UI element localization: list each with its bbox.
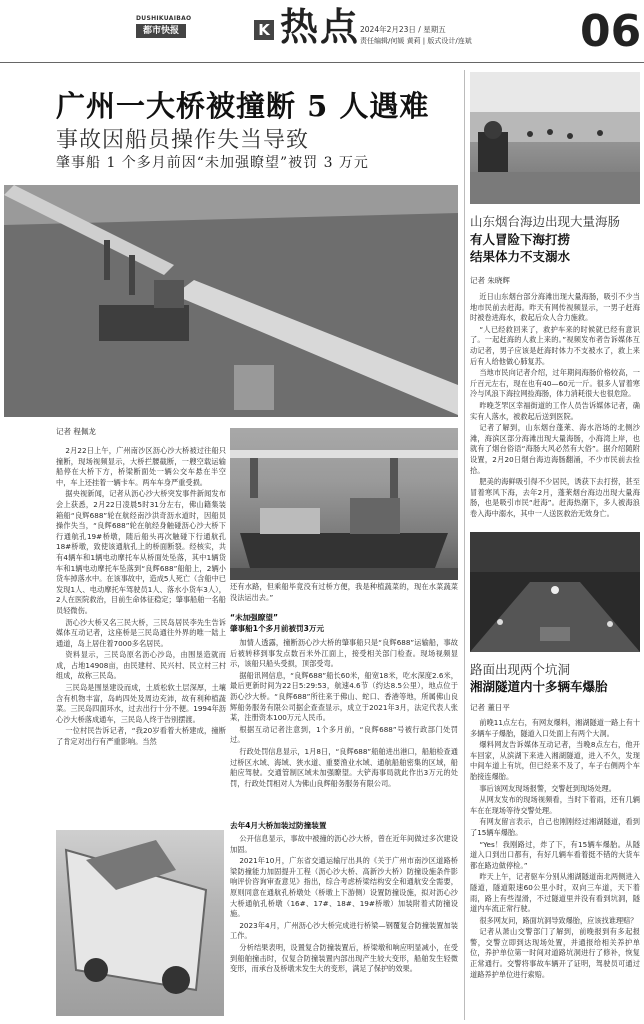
section-heading-punished: “未加强瞭望” 肇事船1个多月前被罚3万元: [230, 613, 325, 633]
main-col1-p6: 一位村民告诉记者，“我20岁看着大桥建成，撞断了肯定对出行有严重影响。当然: [56, 726, 226, 747]
story-b-headline2: 有人冒险下海打捞: [470, 232, 571, 247]
paper-name-en: DUSHIKUAIBAO: [136, 15, 192, 22]
masthead: [0, 0, 644, 64]
story-c-p3: 事后该网友现场报警，交警赶到现场处理。: [479, 783, 616, 793]
main-deck: 肇事船 1 个多月前因“未加强瞭望”被罚 3 万元: [56, 155, 369, 171]
story-b-byline: 记者 朱晓辉: [470, 276, 510, 285]
story-b-p2: “人已经救回来了，救护车来的时候就已经有意识了。一起赶海的人救上来的。”视频发布者告诉媒体互动记者，男子应该是赶海时体力不支被水了，救上来后有人给他做心肺复苏。: [470, 324, 640, 366]
main-col2-p4: 行政处罚信息显示，1月8日，“良辉688”船舶进出港口，船舶检查通过桥区水域、海域、狭水道、重要渔业水域、通航船舶密集的区域，船舶应驾驶。交通管制区域未加强瞭望。大铲海事局就此作出3万元的处罚，行政处罚相对人为佛山良辉船务服务有限公司。: [230, 746, 458, 788]
story-b-p1: 近日山东烟台部分海滩出现大量海肠，吸引不少当地市民前去赶海。昨天有网传视频显示，一男子赶海时被卷进海水，救起后众人合力施救。: [470, 292, 640, 323]
main-body-col2-top: 还有水路，但乘船毕竟没有过桥方便，我是种植蔬菜的，现在水菜蔬菜没法运出去。”: [230, 582, 458, 602]
main-subhead: 事故因船员操作失当导致: [56, 128, 310, 153]
paper-logo-icon: [254, 20, 274, 40]
masthead-rule: [0, 62, 644, 63]
story-b-p5: 记者了解到，山东烟台蓬莱、海水浴场的北侧沙滩，海滨区部分海滩出现大量海肠，小海湾上岸，也就有了烟台俗语“海肠大风必然有大俗”。据介绍随附设置，2月20日烟台海边海肠翻涌，不少市民前去捡拾。: [470, 423, 640, 475]
story-c-p5: 有网友留言表示，自己也刚刚经过湘湖隧道，看到了15辆车爆胎。: [470, 817, 640, 837]
tunnel-illustration: [470, 532, 640, 652]
paper-name-cn: 都市快报: [136, 24, 186, 38]
main-col1-p2: 据央视新闻，记者从沥心沙大桥突发事件新闻发布会上获悉，2月22日凌晨5时31分左右，佛山籍集装箱船“良辉688”轮在航经南沙洪奇沥水道时，因船员操作失当，“良辉688”轮在航经身触碰沥心沙大桥下行通航孔19#桥墩，随后船头再次触碰下行通航孔18#桥墩，致使该通航孔上的桥面断裂。经核实，共有4辆车和1辆电动摩托车从桥面处坠落，其中1辆货车和1辆电动摩托车坠落到“良辉688”船船上，2辆小货车掉落水中。在该事故中，造成5人死亡（含船中已发现1人、电动摩托车驾驶员1人、落水小货车3人），2人在医院救治，目前生命体征稳定；肇事船舶一名船员轻微伤。: [56, 489, 226, 615]
section-heading-redesign: 去年4月大桥加装过防撞装置: [230, 821, 327, 830]
photo-crashed-vehicles: [56, 830, 224, 1016]
photo-ship-under-bridge: [230, 428, 458, 580]
beach-crowd-illustration: [470, 72, 640, 204]
main-col2-p3: 根据互动记者注意到，1个多月前，“良辉688”号被行政部门处罚过。: [230, 724, 458, 745]
story-c-headline1: 路面出现两个坑洞: [470, 662, 571, 677]
story-c-p2: 爆料网友告诉媒体互动记者，当晚8点左右，他开车回家，从滨湖下来进入湘湖隧道，进入不久，发现中间车道上有坑，但已经来不及了，车子右侧两个车胎接连爆胎。: [470, 740, 640, 781]
staff-line: 责任编辑/何媛 黄莉 | 版式设计/连斌: [360, 37, 472, 45]
date-line: 2024年2月23日 / 星期五: [360, 25, 446, 34]
story-b-headline3: 结果体力不支溺水: [470, 249, 571, 264]
story-b-p4: 昨晚芝罘区幸福街道的工作人员告诉媒体记者，确实有人落水，被救起后送到医院。: [470, 400, 640, 421]
main-col1-p3: 沥心沙大桥又名三民大桥，三民岛居民李先生告诉媒体互动记者，这座桥是三民岛通往外界的唯一陆上通道，岛上居住着7000多名居民。: [56, 617, 226, 648]
crashed-vehicles-illustration: [56, 830, 224, 1016]
story-c-p8: 很多网友问，路面坑洞导致爆胎，应该找谁理赔？: [479, 915, 638, 925]
photo-tunnel: [470, 532, 640, 652]
story-c-headline2: 湘湖隧道内十多辆车爆胎: [470, 679, 608, 694]
main-body-col1: [56, 446, 226, 826]
section-title: 热点: [280, 4, 361, 49]
main-body-col2: [230, 638, 458, 790]
main-col2b-p3: 2023年4月，广州沥心沙大桥完成进行桥梁—钢覆复合防撞装置加装工作。: [230, 920, 458, 941]
paper-logo-letter: K: [258, 21, 270, 39]
story-b-headline1: 山东烟台海边出现大量海肠: [470, 214, 621, 229]
story-c-p7: 昨天上午，记者驱车分别从湘湖隧道南北两侧进入隧道，隧道限速60公里小时，双向三车道，天下着雨，路上有些湿滑，不过隧道里并没有看到坑洞，隧道内车流正常行驶。: [470, 872, 640, 914]
story-c-body: [470, 718, 640, 1020]
main-body-col2-b: [230, 834, 458, 1020]
story-b-p6: 肥美的海鲜吸引得不少居民，诱获下去打捞，甚至冒着寒风下海，去年2月，蓬莱烟台海边出现大量海肠，也是吸引市民“赶海”。赶海热潮下，多人被海浪卷入海中溺水，其中一人送医救治无效身亡。: [470, 477, 640, 518]
main-col2-p1: 加情人透露，撞断沥心沙大桥的肇事船只是“良辉688”运输船，事故后被转移到事发点数百米外江面上，接受相关部门检查。现场视频显示，该船只船头受损，顶部受弯。: [230, 638, 458, 669]
main-byline: 记者 程佩龙: [56, 427, 96, 436]
main-col1-p4: 资料显示，三民岛原名沥心沙岛，由围垦造就而成，占地14908亩，由民建村、民兴村、民立村三村组成，故称三民岛。: [56, 650, 226, 681]
story-c-p4: 从网友发布的现场视频看，当时下着雨，还有几辆车在在现场等待交警处理。: [470, 795, 640, 815]
story-b-p3: 当地市民向记者介绍，过年期间海肠价格较高，一斤百元左右，现在也有40—60元一斤。很多人冒着寒冷与风浪下海拉网捡海肠，体力消耗很大也很危险。: [470, 368, 640, 399]
ship-illustration: [230, 428, 458, 580]
photo-yantai-beach: [470, 72, 640, 204]
story-c-byline: 记者 董日平: [470, 703, 510, 712]
story-c-p6: “Yes！我刚路过，炸了下，有15辆车爆胎。从隧道入口到出口都有，有好几辆车看着挺不错的大货车都在路边做停检。”: [470, 839, 640, 870]
photo-bridge-aerial: [4, 185, 458, 417]
main-col2b-p4: 分析结果表明，设置复合防撞装置后，桥梁墩和响应明显减小，在受到船舶撞击时，仅复合防撞装置内部出现产生较大变形，船舶发生轻微变形，而承台及桥墩未发生大的变形，满足了保护的效果。: [230, 942, 458, 974]
main-headline: 广州一大桥被撞断 5 人遇难: [56, 89, 430, 123]
main-col2b-p1: 公开信息显示，事故中被撞的沥心沙大桥，曾在近年间做过多次建设加固。: [230, 834, 458, 854]
bridge-aerial-illustration: [4, 185, 458, 417]
story-c-p1: 前晚11点左右，有网友爆料，湘湖隧道一路上有十多辆车子爆胎，隧道入口处面上有两个大洞。: [470, 718, 640, 738]
main-col1-p5: 三民岛是围垦建设而成，土质松软土层深厚，土壤含有机物丰富，岛屿四处及周边充沛，故有利种植蔬菜。三民岛四面环水，过去出行十分不便。1994年沥心沙大桥落成通车，三民岛人终于告别摆渡。: [56, 683, 226, 724]
story-b-body: [470, 292, 640, 528]
main-col2-p2: 据船讯网信息，“良辉688”船长60米，船宽18米，吃水深度2.6米，最后更新时间为22日5:29:53，航速4.6节（约达8.5公里），地点位于沥心沙大桥。“良辉688”所往来于佛山、蛇口、香港等地，所属佛山良辉船务服务有限公司据企查查显示，成立于2021年3月，法定代表人张某，注册资本100万元人民币。: [230, 670, 458, 723]
story-c-p9: 记者从萧山交警部门了解到，前晚报到有多起报警，交警立即到达现场处置，并通报给相关养护单位，养护单位第一时间对道路坑洞进行了修补，恢复正常通行。交警将事故车辆开了证明，驾驶员可通过道路养护单位进行索赔。: [470, 927, 640, 979]
main-col1-p1: 2月22日上午，广州南沙区沥心沙大桥被过往船只撞断，现场视频显示，大桥拦腰截断，一艘空载运输船停在大桥下方，桥梁断面处一辆公交车悬在半空中，车上还挂着一辆卡车。两车车身严重受损。: [56, 446, 226, 487]
column-divider: [464, 70, 465, 1020]
main-col2b-p2: 2021年10月，广东省交通运输厅出具的《关于广州市南沙区道路桥梁防撞能力加固提升工程（沥心沙大桥、高新沙大桥）防撞设施条件影响评价咨询审查意见》指出，综合考虑桥梁结构安全和通航安全需要，原则同意在通航孔桥墩处（桥墩上下游侧）设置防撞设施，拟对沥心沙大桥通航孔桥墩（16#、17#、18#、19#桥墩）加装附着式防撞设施。: [230, 856, 458, 919]
page-number: 06: [580, 6, 642, 57]
